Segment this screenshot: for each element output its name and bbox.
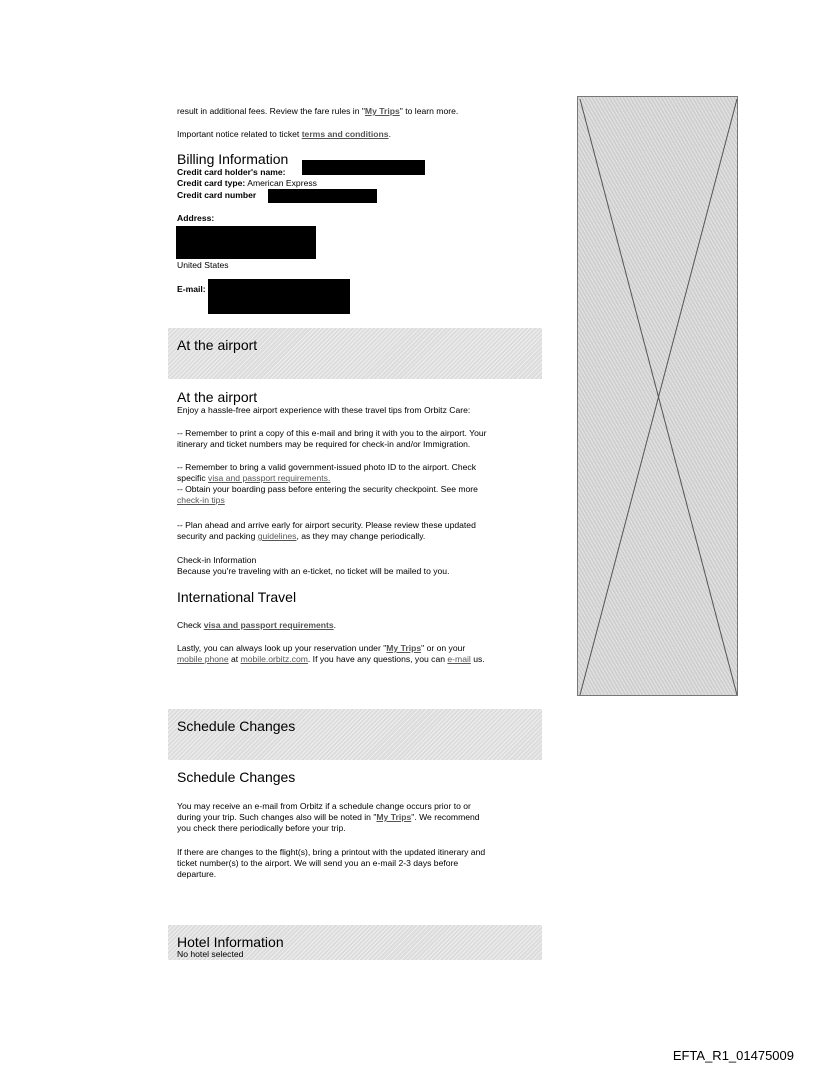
redaction-card-number <box>268 189 377 203</box>
fees-text: result in additional fees. Review the fare rules in " <box>177 106 365 116</box>
mobile-mid: at <box>228 654 241 664</box>
schedule-p1-line3: you check there periodically before your trip. <box>177 823 346 833</box>
schedule-p2-line1: If there are changes to the flight(s), bring a printout with the updated itinerary and <box>177 847 486 857</box>
terms-and-conditions-link[interactable]: terms and conditions <box>301 129 389 139</box>
redaction-email <box>208 279 350 314</box>
card-holder-label: Credit card holder's name: <box>177 167 286 177</box>
my-trips-link[interactable]: My Trips <box>364 106 400 116</box>
mobile-post: . If you have any questions, you can <box>307 654 448 664</box>
tip-security-post: , as they may change periodically. <box>296 531 426 541</box>
email-post: us. <box>470 654 485 664</box>
document-id: EFTA_R1_01475009 <box>672 1048 794 1063</box>
my-trips-link-3[interactable]: My Trips <box>376 812 412 822</box>
visa-check-pre: Check <box>177 620 204 630</box>
schedule-paragraph-1 <box>177 801 480 834</box>
airport-intro: Enjoy a hassle-free airport experience with these travel tips from Orbitz Care: <box>177 405 471 415</box>
lastly-paragraph <box>177 643 485 665</box>
address-label: Address: <box>177 213 215 223</box>
hotel-section-band <box>168 925 542 960</box>
airport-tip-id <box>177 462 478 506</box>
tip-security-pre: security and packing <box>177 531 258 541</box>
schedule-band-title: Schedule Changes <box>177 718 296 734</box>
hotel-band-title: Hotel Information <box>177 934 284 950</box>
lastly-post: " or on your <box>421 643 466 653</box>
tip-print-line2: itinerary and ticket numbers may be required for check-in and/or Immigration. <box>177 439 471 449</box>
tip-id-line1: -- Remember to bring a valid government-issued photo ID to the airport. Check <box>177 462 477 472</box>
tip-security-line1: -- Plan ahead and arrive early for airport security. Please review these updated <box>177 520 476 530</box>
visa-passport-link[interactable]: visa and passport requirements. <box>208 473 331 483</box>
schedule-p1-line1: You may receive an e-mail from Orbitz if a schedule change occurs prior to or <box>177 801 471 811</box>
checkin-text: Because you're traveling with an e-ticket, no ticket will be mailed to you. <box>177 566 450 576</box>
hotel-subtitle: No hotel selected <box>177 949 244 959</box>
airport-tip-security <box>177 520 476 542</box>
email-us-link[interactable]: e-mail <box>447 654 471 664</box>
check-in-tips-link[interactable]: check-in tips <box>177 495 225 505</box>
visa-passport-requirements-link[interactable]: visa and passport requirements <box>203 620 334 630</box>
airport-band-title: At the airport <box>177 337 258 353</box>
redaction-address <box>176 226 316 259</box>
fees-notice <box>177 106 458 117</box>
schedule-heading: Schedule Changes <box>177 769 296 785</box>
mobile-phone-link[interactable]: mobile phone <box>177 654 229 664</box>
international-heading: International Travel <box>177 589 297 605</box>
schedule-p1-pre: during your trip. Such changes also will be noted in " <box>177 812 377 822</box>
address-country: United States <box>177 260 229 270</box>
my-trips-link-2[interactable]: My Trips <box>386 643 422 653</box>
lastly-pre: Lastly, you can always look up your reservation under " <box>177 643 387 653</box>
tip-id-pre: specific <box>177 473 209 483</box>
checkin-info <box>177 555 449 577</box>
card-number-label: Credit card number <box>177 190 257 200</box>
fees-text-post: " to learn more. <box>399 106 459 116</box>
airport-heading: At the airport <box>177 389 258 405</box>
schedule-p1-post: ". We recommend <box>411 812 480 822</box>
broken-image-x-icon <box>578 97 739 697</box>
mobile-orbitz-link[interactable]: mobile.orbitz.com <box>240 654 308 664</box>
guidelines-link[interactable]: guidelines <box>257 531 297 541</box>
terms-notice <box>177 129 391 140</box>
visa-check-post: . <box>333 620 337 630</box>
schedule-paragraph-2 <box>177 847 485 880</box>
card-type-row <box>177 178 317 189</box>
tip-boarding-line1: -- Obtain your boarding pass before entering the security checkpoint. See more <box>177 484 478 494</box>
visa-check-row <box>177 620 336 631</box>
schedule-p2-line3: departure. <box>177 869 217 879</box>
billing-heading: Billing Information <box>177 151 289 167</box>
card-type-value: American Express <box>247 178 317 188</box>
notice-text: Important notice related to ticket <box>177 129 302 139</box>
airport-tip-print <box>177 428 487 450</box>
checkin-title: Check-in Information <box>177 555 257 565</box>
notice-text-post: . <box>388 129 391 139</box>
schedule-section-band <box>168 709 542 760</box>
schedule-p2-line2: ticket number(s) to the airport. We will send you an e-mail 2-3 days before <box>177 858 459 868</box>
email-label: E-mail: <box>177 284 206 294</box>
redaction-holder-name <box>302 160 425 175</box>
card-type-label: Credit card type: <box>177 178 246 188</box>
image-placeholder <box>577 96 738 696</box>
tip-print-line1: -- Remember to print a copy of this e-mail and bring it with you to the airport. Your <box>177 428 487 438</box>
airport-section-band <box>168 328 542 379</box>
